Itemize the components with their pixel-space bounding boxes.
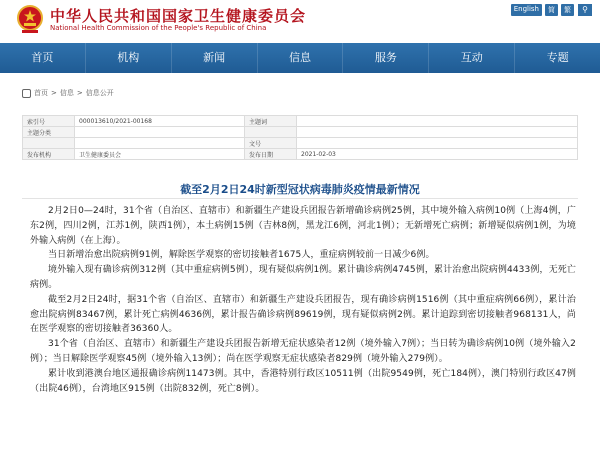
article-paragraph: 累计收到港澳台地区通报确诊病例11473例。其中，香港特别行政区10511例（出院9549例，死亡184例），澳门特别行政区47例（出院46例），台湾地区915例（出院832例，死亡8例）。: [30, 368, 576, 394]
nav-item-home[interactable]: 首页: [0, 43, 86, 73]
meta-label: 发布机构: [23, 149, 75, 160]
meta-value: [297, 116, 578, 127]
nav-item-interaction[interactable]: 互动: [429, 43, 515, 73]
link-english[interactable]: English: [511, 4, 542, 16]
meta-value: [297, 127, 578, 138]
table-row: [23, 138, 578, 149]
breadcrumb-separator: >: [76, 89, 83, 97]
meta-label: 索引号: [23, 116, 75, 127]
meta-value: 卫生健康委员会: [75, 149, 245, 160]
home-icon: [22, 89, 31, 98]
link-simplified[interactable]: 简: [545, 4, 558, 16]
national-emblem-icon: [16, 4, 44, 34]
meta-value: 000013610/2021-00168: [75, 116, 245, 127]
breadcrumb-info[interactable]: 信息: [59, 89, 74, 97]
article-paragraph: 截至2月2日24时，据31个省（自治区、直辖市）和新疆生产建设兵团报告，现有确诊病例1516例（其中重症病例66例），累计治愈出院病例83467例，累计死亡病例4636例，累计报告确诊病例89619例，现有疑似病例2例。累计追踪到密切接触者968131人，尚在医学观察的密切接触者36360人。: [30, 294, 576, 335]
nav-item-information[interactable]: 信息: [258, 43, 344, 73]
breadcrumb-home[interactable]: 首页: [34, 89, 48, 97]
search-icon[interactable]: ⚲: [578, 4, 592, 16]
top-links: [511, 4, 574, 16]
meta-value: [297, 138, 578, 149]
meta-label: [23, 138, 75, 149]
article-body: [30, 204, 576, 396]
breadcrumb-disclosure[interactable]: 信息公开: [85, 89, 114, 97]
table-row: [23, 116, 578, 127]
article-paragraph: 当日新增治愈出院病例91例，解除医学观察的密切接触者1675人，重症病例较前一日减少6例。: [48, 250, 435, 261]
meta-label: 主题分类: [23, 127, 75, 138]
table-row: [23, 149, 578, 160]
site-title[interactable]: 中华人民共和国国家卫生健康委员会: [50, 7, 307, 25]
link-traditional[interactable]: 繁: [561, 4, 574, 16]
meta-value: 2021-02-03: [297, 149, 578, 160]
meta-value: [75, 127, 245, 138]
table-row: [23, 127, 578, 138]
nav-item-organization[interactable]: 机构: [86, 43, 172, 73]
site-header: [0, 0, 600, 43]
nav-item-news[interactable]: 新闻: [172, 43, 258, 73]
nav-item-topics[interactable]: 专题: [546, 51, 569, 64]
article-paragraph: 2月2日0—24时，31个省（自治区、直辖市）和新疆生产建设兵团报告新增确诊病例25例，其中境外输入病例10例（上海4例，广东2例，四川2例，江苏1例，陕西1例），本土病例15例（吉林8例，黑龙江6例，河北1例）；无新增死亡病例；新增疑似病例1例，为境外输入病例（在上海）。: [30, 206, 576, 246]
meta-label: 发布日期: [245, 149, 297, 160]
meta-label: [245, 127, 297, 138]
nav-item-service[interactable]: 服务: [343, 43, 429, 73]
main-nav: [0, 43, 600, 73]
title-divider: [22, 198, 578, 199]
article-paragraph: 31个省（自治区、直辖市）和新疆生产建设兵团报告新增无症状感染者12例（境外输入7例）；当日转为确诊病例10例（境外输入2例）；当日解除医学观察45例（境外输入13例）；尚在医学观察无症状感染者829例（境外输入279例）。: [30, 339, 576, 364]
article-paragraph: 境外输入现有确诊病例312例（其中重症病例5例），现有疑似病例1例。累计确诊病例4745例，累计治愈出院病例4433例，无死亡病例。: [30, 265, 576, 290]
breadcrumb: [22, 88, 114, 98]
document-meta-table: [22, 115, 578, 160]
site-subtitle: National Health Commission of the People's Republic of China: [50, 24, 267, 32]
meta-value: [75, 138, 245, 149]
article-title: 截至2月2日24时新型冠状病毒肺炎疫情最新情况: [180, 183, 420, 196]
meta-label: 文号: [245, 138, 297, 149]
meta-label: 主题词: [245, 116, 297, 127]
breadcrumb-separator: >: [51, 89, 57, 97]
